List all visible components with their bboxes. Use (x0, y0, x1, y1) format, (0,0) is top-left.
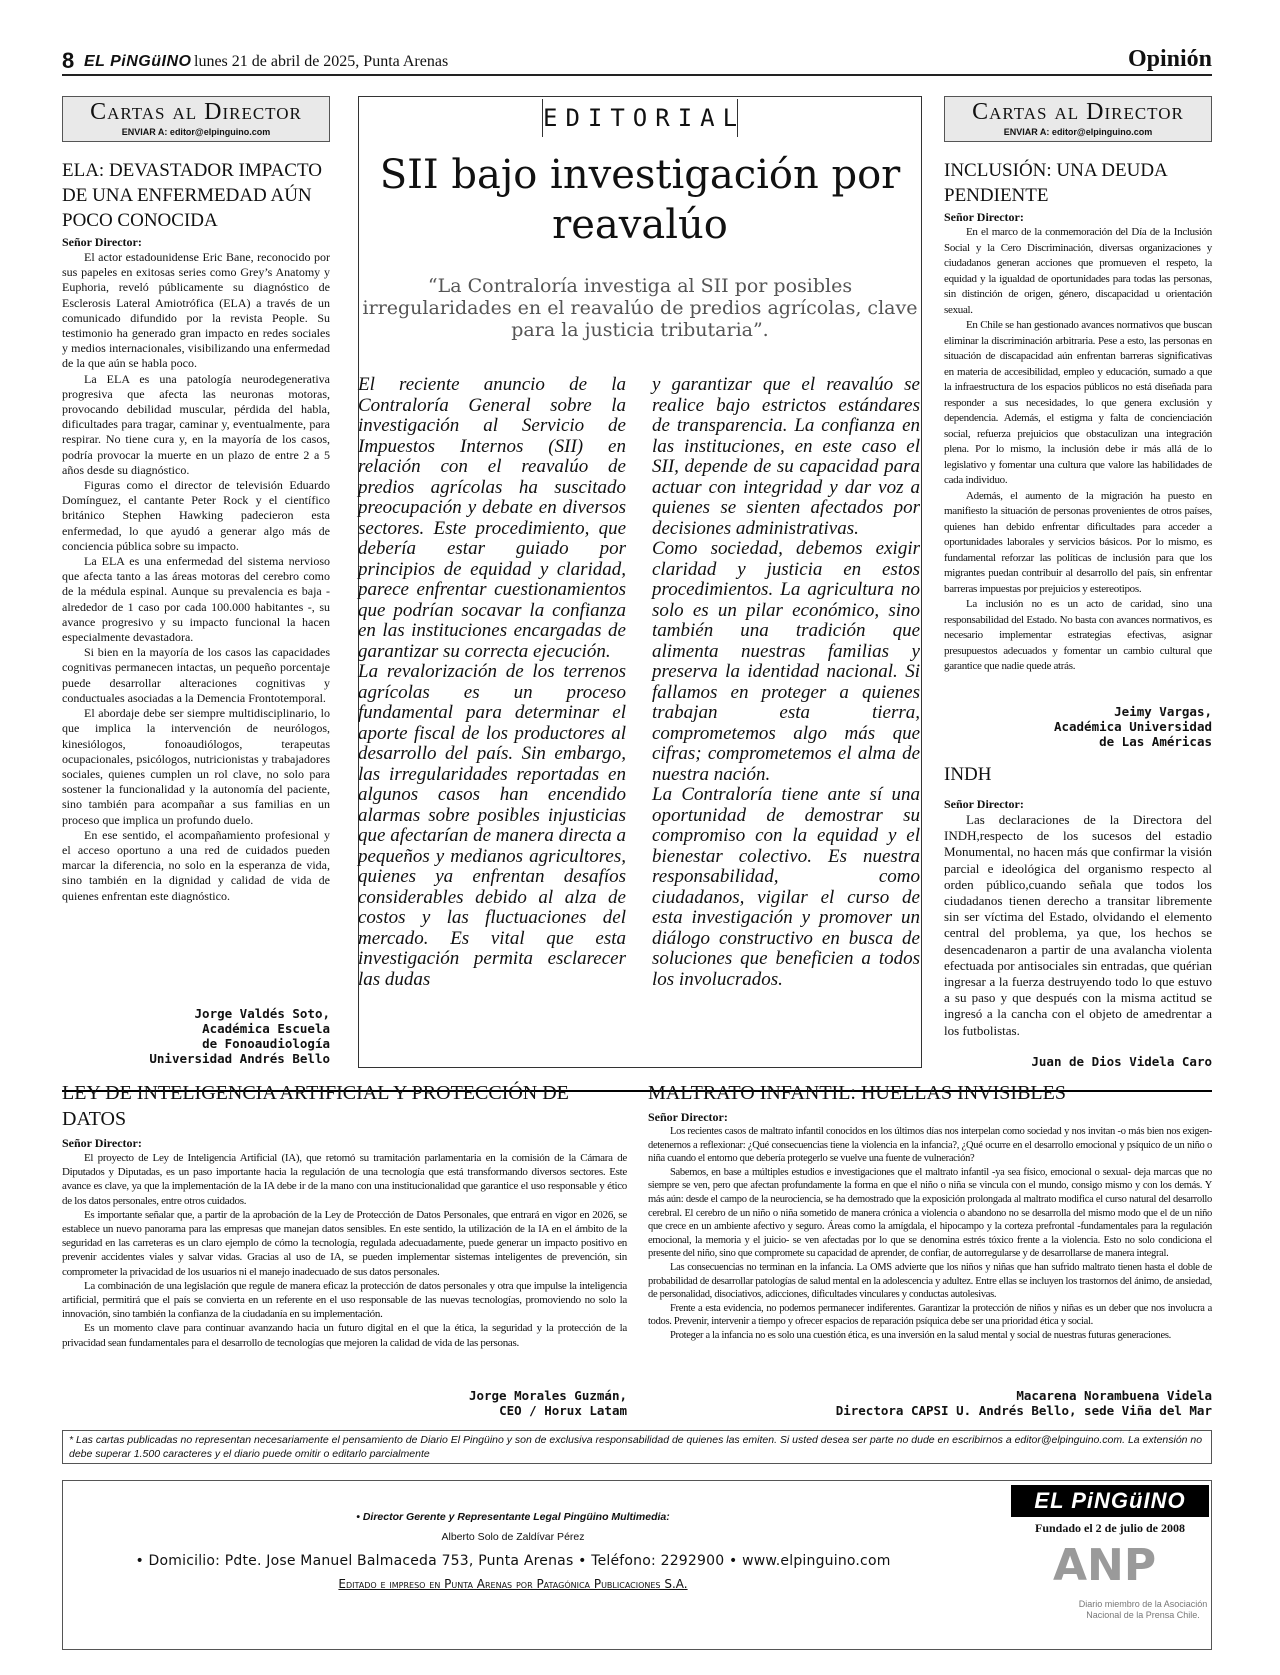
dateline: lunes 21 de abril de 2025, Punta Arenas (194, 53, 449, 70)
letter-inclusion (944, 158, 1212, 675)
letter-body (944, 812, 1212, 1039)
letter-title: MALTRATO INFANTIL: HUELLAS INVISIBLES (648, 1082, 1066, 1104)
letter-signature (62, 1388, 627, 1418)
director-name: Alberto Solo de Zaldívar Pérez (441, 1531, 585, 1543)
footer-logo: EL PiNGüINO (1011, 1485, 1209, 1517)
paragraph: En Chile se han gestionado avances normativos que buscan eliminar la discriminación arbitraria. Pese a esto, las personas en situación de discapacidad aún enfrentan barreras significativas en materia de accesibilidad, empleo y educación, sumado a que la infraestructura de los espacios públicos no está diseñada para responder a sus necesidades, lo que genera exclusión y dependencia. Además, el estigma y falta de concienciación social, refuerza prejuicios que obstaculizan una integración plena. Por lo mismo, la inclusión debe ir más allá de lo legislativo y fomentar una cultura que valore las habilidades de cada individuo. (944, 319, 1212, 486)
paragraph: Es un momento clave para continuar avanzando hacia un futuro digital en el que la ética, la seguridad y la protección de la privacidad sean fundamentales para el desarrollo de tecnologías que mejoren la calidad de vida de las personas. (62, 1322, 627, 1349)
signature-line: de Fonoaudiología (202, 1036, 330, 1051)
paragraph: El abordaje debe ser siempre multidisciplinario, lo que implica la intervención de neurólogos, kinesiólogos, fonoaudiólogos, terapeutas ocupacionales, psicólogos, nutricionistas y trabajadores sociales, quienes cumplen un rol clave, no solo para sostener la funcionalidad y la autonomía del paciente, sino también para acompañar a sus familias en un proceso que implica un profundo duelo. (62, 706, 330, 827)
signature-line: Directora CAPSI U. Andrés Bello, sede Viña del Mar (835, 1403, 1212, 1418)
paragraph: El actor estadounidense Eric Bane, reconocido por sus papeles en exitosas series como Grey’s Anatomy y Euphoria, reveló públicamente su diagnóstico de Esclerosis Lateral Amiotrófica (ELA) a través de un comunicado difundido por la revista People. Su testimonio ha generado gran impacto en redes sociales y medios internacionales, visibilizando una enfermedad de la que aún se habla poco. (62, 250, 330, 371)
editorial-quote: “La Contraloría investiga al SII por posibles irregularidades en el reavalúo de predios agrícolas, clave para la justicia tributaria”. (362, 275, 918, 341)
paragraph: Figuras como el director de televisión Eduardo Domínguez, el cantante Peter Rock y el científico británico Stephen Hawking padecieron esta enfermedad, lo que ayudó a generar algo más de conciencia pública sobre su impacto. (62, 478, 330, 553)
paragraph: El proyecto de Ley de Inteligencia Artificial (IA), que retomó su tramitación parlamentaria en la comisión de la Cámara de Diputados y Diputadas, es un paso importante hacia la regulación de una tecnología que está transformando diversos sectores. Este avance es clave, ya que la implementación de la IA debe ir de la mano con una institucionalidad que garantice el uso responsable y ético de los datos personales, entre otros cuidados. (62, 1152, 627, 1207)
anp-logo: ANP (1053, 1540, 1157, 1591)
paragraph: Las consecuencias no terminan en la infancia. La OMS advierte que los niños y niñas que han sufrido maltrato tienen hasta el doble de probabilidad de desarrollar patologías de salud mental en la adolescencia y adultez. Entre ellas se incluyen los trastornos del ánimo, de ansiedad, de personalidad, disociativos, adicciones, dificultades vinculares y conductas autolesivas. (648, 1261, 1212, 1301)
cartas-email[interactable]: ENVIAR A: editor@elpinguino.com (121, 127, 271, 137)
letter-signature (62, 1006, 330, 1066)
salutation: Señor Director: (944, 797, 1024, 811)
paragraph: y garantizar que el reavalúo se realice bajo estrictos estándares de transparencia. La confianza en las instituciones, en este caso el SII, depende de su capacidad para actuar con integridad y dar voz a quienes se sienten afectados por decisiones administrativas. (652, 374, 920, 539)
anp-text: Diario miembro de la Asociación Nacional de la Prensa Chile. (1078, 1599, 1208, 1620)
signature-line: Jorge Valdés Soto, (194, 1006, 330, 1021)
cartas-title: Cartas al Director (972, 99, 1184, 125)
letter-title: LEY DE INTELIGENCIA ARTIFICIAL Y PROTECCIÓN DE DATOS (62, 1082, 569, 1130)
cartas-title: Cartas al Director (90, 99, 302, 125)
letter-signature (648, 1388, 1212, 1418)
paragraph: La Contraloría tiene ante sí una oportunidad de demostrar su compromiso con la equidad y el bienestar colectivo. Es nuestra responsabilidad, como ciudadanos, vigilar el curso de esta investigación y promover un diálogo constructivo en busca de soluciones que beneficien a todos los involucrados. (652, 784, 920, 990)
letter-indh (944, 762, 1212, 1039)
cartas-header-right (944, 96, 1212, 142)
letter-body (62, 1151, 627, 1350)
page-number: 8 (62, 48, 75, 73)
director-label: • Director Gerente y Representante Legal Pingüino Multimedia: (356, 1511, 670, 1523)
paragraph: En ese sentido, el acompañamiento profesional y el acceso oportuno a una red de cuidados pueden marcar la diferencia, no solo en la esperanza de vida, sino también en la dignidad y calidad de vida de quienes enfrentan este diagnóstico. (62, 827, 330, 903)
paragraph: Sabemos, en base a múltiples estudios e investigaciones que el maltrato infantil -ya sea físico, emocional o sexual- deja marcas que no siempre se ven, pero que afectan profundamente la forma en que el niño o niña se vincula con el mundo, consigo mismo y con los demás. Y más aún: desde el campo de la neurociencia, se ha demostrado que la exposición prolongada al maltrato modifica el curso natural del desarrollo cerebral. El cerebro de un niño o niña sometido de manera crónica a violencia o abandono no se desarrolla del mismo modo que el de un niño que crece en un ambiente afectivo y seguro. Áreas como la amígdala, el hipocampo y la corteza prefrontal -fundamentales para la regulación emocional, la memoria y el juicio- se ven afectadas por lo que se denomina estrés tóxico frente a la violencia. Esto no solo condiciona el presente del niño, sino que compromete su capacidad de aprender, de confiar, de autorregularse y de desarrollarse de manera integral. (648, 1166, 1212, 1260)
paragraph: Como sociedad, debemos exigir claridad y justicia en estos procedimientos. La agricultura no solo es un pilar económico, sino también una tradición que alimenta nuestras familias y preserva la identidad nacional. Si fallamos en proteger a quienes trabajan esta tierra, comprometemos algo más que cifras; comprometemos el alma de nuestra nación. (652, 538, 920, 785)
founded-date: Fundado el 2 de julio de 2008 (1034, 1521, 1186, 1535)
cartas-header-left (62, 96, 330, 142)
letter-title: INDH (944, 764, 992, 785)
paragraph: Proteger a la infancia no es solo una cuestión ética, es una inversión en la salud mental y social de nuestras futuras generaciones. (670, 1329, 1171, 1341)
letter-signature (944, 704, 1212, 749)
letter-body (648, 1125, 1212, 1343)
paragraph: La ELA es una patología neurodegenerativa progresiva que afecta las neuronas motoras, provocando debilidad muscular, pérdida del habla, dificultades para tragar, caminar y, eventualmente, para respirar. No tiene cura y, en la mayoría de los casos, podría provocar la muerte en un plazo de entre 2 a 5 años desde su diagnóstico. (62, 371, 330, 477)
disclaimer: * Las cartas publicadas no representan necesariamente el pensamiento de Diario El Pingüino y son de exclusiva responsabilidad de quienes las emiten. Si usted desea ser parte no dude en escribirnos a editor@elpinguino.com. La extensión no debe superar 1.500 caracteres y el diario puede omitir o editarlo parcialmente (62, 1430, 1212, 1464)
section-name: Opinión (1127, 46, 1212, 72)
signature-line: Jeimy Vargas, (1114, 704, 1212, 719)
page-header (62, 46, 1212, 76)
paragraph: La revalorización de los terrenos agrícolas es un proceso fundamental para determinar el aporte fiscal de los productores al desarrollo del país. Sin embargo, las irregularidades reportadas en algunos casos han encendido alarmas sobre posibles injusticias que afectarían de manera directa a pequeños y medianos agricultores, quienes ya enfrentan desafíos considerables debido al alza de costos y las fluctuaciones del mercado. Es vital que esta investigación permita esclarecer las dudas (358, 661, 626, 990)
paragraph: El reciente anuncio de la Contraloría General sobre la investigación al Servicio de Impuestos Internos (SII) en relación con el reavalúo de predios agrícolas ha suscitado preocupación y debate en diversos sectores. Este procedimiento, que debería estar guiado por principios de equidad y claridad, parece enfrentar cuestionamientos que podrían socavar la confianza en las instituciones encargadas de garantizar su correcta ejecución. (358, 374, 626, 662)
paragraph: Frente a esta evidencia, no podemos permanecer indiferentes. Garantizar la protección de niños y niñas es un deber que nos involucra a todos. Prevenir, intervenir a tiempo y ofrecer espacios de reparación psíquica debe ser una prioridad ética y social. (648, 1302, 1212, 1328)
signature-line: Académica Escuela (202, 1021, 330, 1036)
address: • Domicilio: Pdte. Jose Manuel Balmaceda 753, Punta Arenas • Teléfono: 2292900 • www.elpinguino.com (135, 1553, 891, 1569)
salutation: Señor Director: (62, 1136, 142, 1150)
paragraph: Si bien en la mayoría de los casos las capacidades cognitivas permanecen intactas, un pequeño porcentaje puede desarrollar alteraciones cognitivas y conductuales asociadas a la Demencia Frontotemporal. (62, 645, 330, 705)
signature-line: CEO / Horux Latam (499, 1403, 627, 1418)
signature-line: Académica Universidad (1053, 719, 1212, 734)
letter-ia (62, 1080, 627, 1350)
signature-line: Macarena Norambuena Videla (1016, 1388, 1212, 1403)
letter-body (944, 225, 1212, 675)
salutation: Señor Director: (648, 1110, 728, 1124)
paragraph: Además, el aumento de la migración ha puesto en manifiesto la situación de personas provenientes de otros países, quienes han debido enfrentar dificultades para acceder a oportunidades laborales y servicios básicos. Por lo mismo, es fundamental reforzar las políticas de inclusión para que los migrantes puedan contribuir al desarrollo del país, sin enfrentar barreras impuestas por prejuicios y estereotipos. (944, 489, 1212, 595)
editorial-column-1 (358, 375, 626, 990)
paragraph: La ELA es una enfermedad del sistema nervioso que afecta tanto a las áreas motoras del cerebro como de la médula espinal. Aunque su prevalencia es baja - alrededor de 1 caso por cada 100.000 habitantes -, su avance progresivo y su impacto funcional la hacen especialmente devastadora. (62, 554, 330, 645)
signature-line: Jorge Morales Guzmán, (468, 1388, 627, 1403)
paragraph: Los recientes casos de maltrato infantil conocidos en los últimos días nos interpelan como sociedad y nos invitan -o más bien nos exigen- detenernos a reflexionar: ¿Qué consecuencias tiene la violencia en la infancia?, ¿Qué ocurre en el desarrollo emocional y psíquico de un niño o niña cuando el entorno que debería protegerlo se vuelve una fuente de vulneración? (648, 1126, 1212, 1165)
letter-body (62, 250, 330, 904)
editorial-label: EDITORIAL (542, 99, 738, 137)
salutation: Señor Director: (62, 235, 142, 249)
editorial-column-2 (652, 375, 920, 990)
cartas-email[interactable]: ENVIAR A: editor@elpinguino.com (1003, 127, 1153, 137)
signature-line: Universidad Andrés Bello (149, 1051, 330, 1066)
paragraph: La inclusión no es un acto de caridad, sino una responsabilidad del Estado. No basta con avances normativos, es necesario implementar estrategias efectivas, asignar presupuestos adecuados y fomentar un cambio cultural que garantice que nadie quede atrás. (944, 598, 1212, 672)
paragraph: En el marco de la conmemoración del Día de la Inclusión Social y la Cero Discriminación, diversas organizaciones y ciudadanos generan acciones que promueven el respeto, la equidad y la igualdad de oportunidades para todas las personas, sin distinción de origen, género, discapacidad u orientación sexual. (944, 226, 1212, 316)
letter-signature (944, 1054, 1212, 1069)
letter-title: INCLUSIÓN: UNA DEUDA PENDIENTE (944, 160, 1167, 206)
signature-line: Juan de Dios Videla Caro (1031, 1054, 1212, 1069)
signature-line: de Las Américas (1099, 734, 1212, 749)
paragraph: Es importante señalar que, a partir de la aprobación de la Ley de Protección de Datos Personales, que entrará en vigor en 2026, se establece un nuevo panorama para las empresas que manejan datos sensibles. En este sentido, la utilización de la IA en el ámbito de la seguridad en las carreteras es un claro ejemplo de cómo la tecnología, regulada adecuadamente, puede generar un impacto positivo en prevenir accidentes viales y salvar vidas. Gracias al uso de IA, se pueden implementar sistemas inteligentes de prevención, sin comprometer la privacidad de los usuarios ni el manejo inadecuado de sus datos personales. (62, 1208, 627, 1278)
salutation: Señor Director: (944, 210, 1024, 224)
editorial-title: SII bajo investigación por reavalúo (379, 152, 901, 248)
paragraph: La combinación de una legislación que regule de manera eficaz la protección de datos personales y otra que impulse la inteligencia artificial, permitirá que el país se convierta en un referente en el uso responsable de las nuevas tecnologías, promoviendo no solo la innovación, sino también la confianza de la ciudadanía en su implementación. (62, 1279, 627, 1321)
letter-ela (62, 158, 330, 904)
masthead-logo: EL PiNGüINO (84, 53, 192, 70)
letter-title: ELA: DEVASTADOR IMPACTO DE UNA ENFERMEDAD AÚN POCO CONOCIDA (62, 160, 322, 231)
paragraph: Las declaraciones de la Directora del INDH,respecto de los sucesos del estadio Monumental, no hacen más que confirmar la visión parcial e ideológica del organismo respecto al orden público,cuando señala que todos los ciudadanos tienen derecho a transitar libremente sin ser víctima del Estado, olvidando el elemento central del problema, ya que, los hechos se desencadenaron a partir de una avalancha violenta efectuada por antisociales sin entradas, que quérian ingresar a la fuerza destruyendo todo lo que estuvo a su paso y que después con la misma actitud se ingresó a la cancha con el objeto de amedrentar a los futbolistas. (944, 812, 1212, 1038)
printed-by: Editado e impreso en Punta Arenas por Patagónica Publicaciones S.A. (338, 1577, 688, 1591)
letter-maltrato (648, 1080, 1212, 1343)
footer (62, 1480, 1212, 1650)
